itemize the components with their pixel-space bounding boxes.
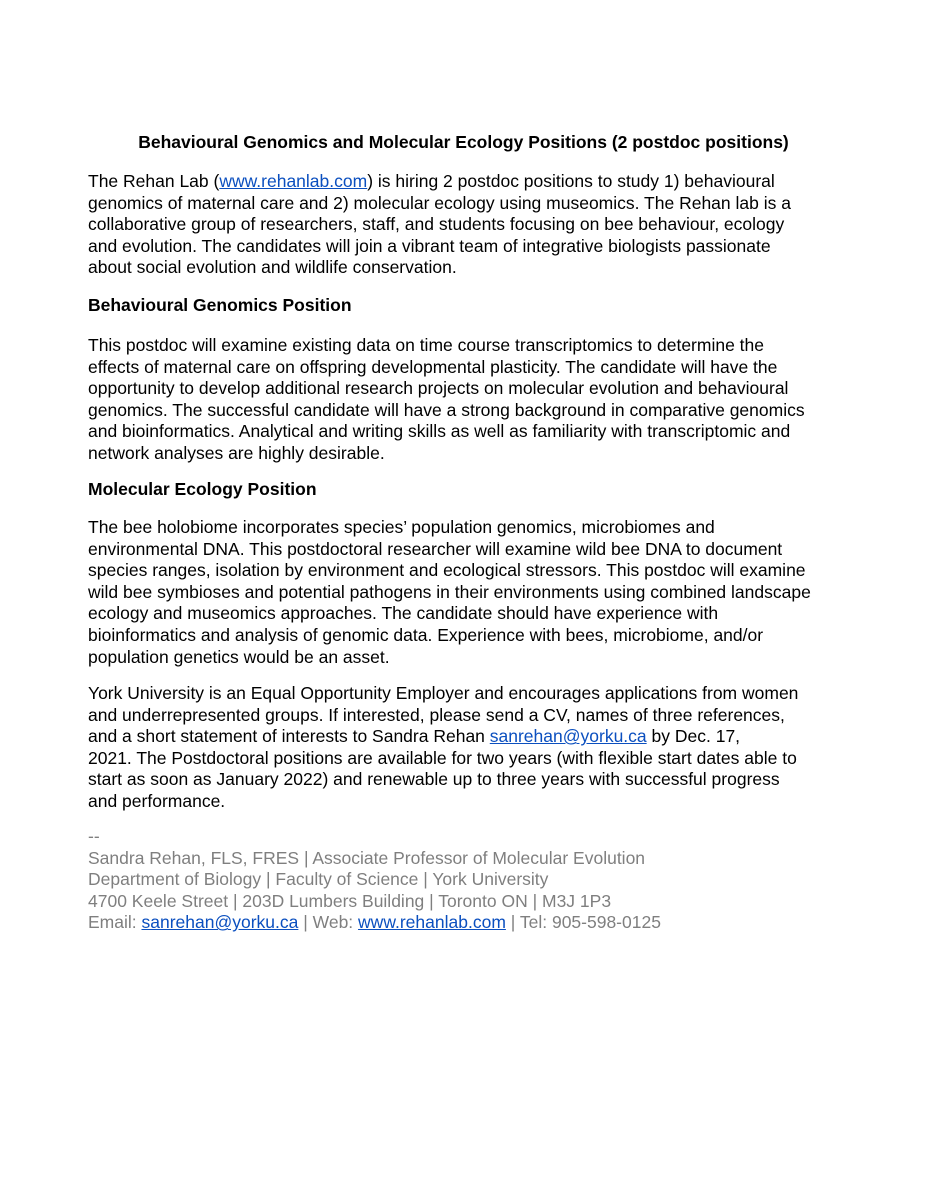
closing-paragraph xyxy=(88,683,798,813)
intro-text-post: ) is hiring 2 postdoc positions to study 1) behavioural xyxy=(367,171,775,191)
section-heading-behavioural-genomics: Behavioural Genomics Position xyxy=(88,295,352,315)
closing-line-3 xyxy=(88,726,798,748)
closing-line-5: start as soon as January 2022) and renewable up to three years with successful progress xyxy=(88,769,780,790)
intro-text-pre: The Rehan Lab ( xyxy=(88,171,220,191)
section1-line: network analyses are highly desirable. xyxy=(88,442,385,463)
email-signature xyxy=(88,826,661,934)
signature-email-label: Email: xyxy=(88,912,142,933)
intro-line-3: collaborative group of researchers, staff, and students focusing on bee behaviour, ecology xyxy=(88,214,785,235)
rehanlab-link[interactable]: www.rehanlab.com xyxy=(219,171,368,191)
section2-line: species ranges, isolation by environment and ecological stressors. This postdoc will examine xyxy=(88,560,806,581)
intro-line-4: and evolution. The candidates will join a vibrant team of integrative biologists passionate xyxy=(88,235,771,256)
molecular-ecology-paragraph xyxy=(88,517,811,668)
signature-name-title: Sandra Rehan, FLS, FRES | Associate Professor of Molecular Evolution xyxy=(88,847,646,868)
section2-line: environmental DNA. This postdoctoral researcher will examine wild bee DNA to document xyxy=(88,538,783,559)
signature-address: 4700 Keele Street | 203D Lumbers Building | Toronto ON | M3J 1P3 xyxy=(88,890,612,911)
signature-contact xyxy=(88,912,661,934)
intro-line-5: about social evolution and wildlife conservation. xyxy=(88,257,457,278)
section1-line: and bioinformatics. Analytical and writing skills as well as familiarity with transcriptomic and xyxy=(88,421,791,442)
section-heading-molecular-ecology: Molecular Ecology Position xyxy=(88,479,317,499)
document-title: Behavioural Genomics and Molecular Ecology Positions (2 postdoc positions) xyxy=(138,132,789,152)
signature-web-label: | Web: xyxy=(298,912,359,933)
section1-line: genomics. The successful candidate will have a strong background in comparative genomics xyxy=(88,399,805,420)
closing-line-1: York University is an Equal Opportunity Employer and encourages applications from women xyxy=(88,683,799,703)
closing-line-6: and performance. xyxy=(88,790,226,811)
behavioural-genomics-paragraph xyxy=(88,335,805,465)
section2-line: wild bee symbioses and potential pathogens in their environments using combined landscape xyxy=(88,581,811,602)
intro-line-1 xyxy=(88,171,791,193)
email-link[interactable]: sanrehan@yorku.ca xyxy=(489,726,647,747)
closing-text-post: by Dec. 17, xyxy=(646,726,741,747)
signature-email-link[interactable]: sanrehan@yorku.ca xyxy=(141,912,299,933)
signature-department: Department of Biology | Faculty of Science | York University xyxy=(88,869,549,890)
signature-separator: -- xyxy=(88,826,100,846)
signature-web-link[interactable]: www.rehanlab.com xyxy=(358,912,506,933)
section1-line: opportunity to develop additional research projects on molecular evolution and behavioural xyxy=(88,378,789,399)
section1-line: This postdoc will examine existing data on time course transcriptomics to determine the xyxy=(88,335,764,355)
signature-phone: | Tel: 905-598-0125 xyxy=(505,912,661,933)
closing-line-2: and underrepresented groups. If interested, please send a CV, names of three references, xyxy=(88,704,785,725)
intro-line-2: genomics of maternal care and 2) molecular ecology using museomics. The Rehan lab is a xyxy=(88,192,791,213)
section2-line: ecology and museomics approaches. The candidate should have experience with xyxy=(88,603,719,624)
closing-line-4: 2021. The Postdoctoral positions are available for two years (with flexible start dates able to xyxy=(88,747,797,768)
intro-paragraph xyxy=(88,171,791,279)
closing-text-pre: and a short statement of interests to Sandra Rehan xyxy=(88,726,490,747)
section2-line: population genetics would be an asset. xyxy=(88,646,390,667)
section1-line: effects of maternal care on offspring developmental plasticity. The candidate will have the xyxy=(88,356,778,377)
section2-line: The bee holobiome incorporates species’ population genomics, microbiomes and xyxy=(88,517,715,537)
section2-line: bioinformatics and analysis of genomic data. Experience with bees, microbiome, and/or xyxy=(88,624,764,645)
